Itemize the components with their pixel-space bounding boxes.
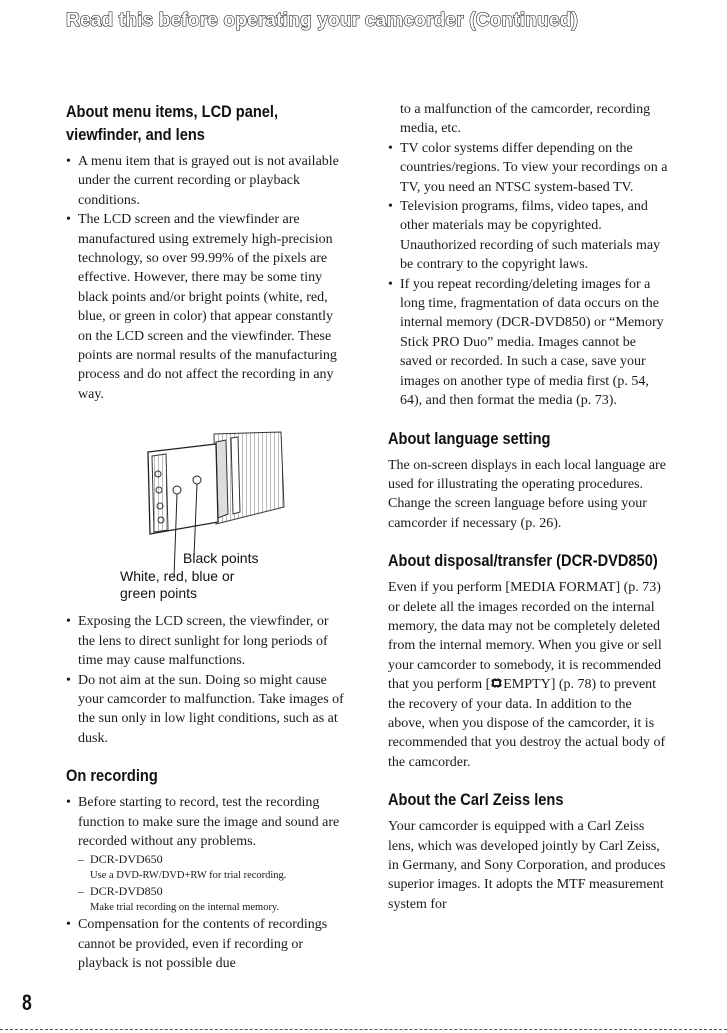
sub-item-dvd650: – DCR-DVD650 Use a DVD-RW/DVD+RW for trial recording.	[78, 851, 348, 883]
bullet-fragmentation: • If you repeat recording/deleting images for a long time, fragmentation of data occurs on the internal memory (DCR-DVD850) or “Memory Stick PRO Duo” media. Images cannot be saved or recorded. In such a case, save your images on another type of media first (p. 54, 64), and then format the media (p. 73).	[388, 275, 670, 411]
bullet-tv-color: • TV color systems differ depending on the countries/regions. To view your recordings on a TV, you need an NTSC system-based TV.	[388, 139, 670, 197]
bullet-lcd-pixels: • The LCD screen and the viewfinder are manufactured using extremely high-precision technology, so over 99.99% of the pixels are effective. However, there may be some tiny black points and/or bright points (white, red, blue, or green in color) that appear constantly on the LCD screen and the viewfinder. These points are normal results of the manufacturing process and do not affect the recording in any way.	[66, 210, 348, 404]
section-title-menu-lcd: About menu items, LCD panel, viewfinder, and lens	[66, 102, 279, 144]
model-sublist	[78, 851, 348, 915]
section-title-recording: On recording	[66, 766, 158, 786]
disposal-paragraph	[388, 578, 670, 772]
left-column	[66, 100, 348, 974]
zeiss-paragraph: Your camcorder is equipped with a Carl Zeiss lens, which was developed jointly by Carl Zeiss, in Germany, and Sony Corporation, and produces superior images. It adopts the MTF measurement system for	[388, 819, 666, 912]
bullet-test-recording	[66, 793, 348, 915]
model-label-dvd650: DCR-DVD650	[90, 852, 163, 867]
illustration-label-color-points: White, red, blue or	[120, 568, 235, 585]
bullet-test-recording-text: Before starting to record, test the recording function to make sure the image and sound are recorded without any problems.	[78, 795, 340, 849]
section-title-disposal: About disposal/transfer (DCR-DVD850)	[388, 551, 658, 571]
lcd-points-illustration	[66, 412, 348, 612]
bottom-divider	[0, 1029, 727, 1031]
model-label-dvd850: DCR-DVD850	[90, 884, 163, 899]
bullet-aim-sun: • Do not aim at the sun. Doing so might cause your camcorder to malfunction. Take images of the sun only in low light conditions, such as at dusk.	[66, 671, 348, 749]
disposal-text-a: Even if you perform [MEDIA FORMAT] (p. 73) or delete all the images recorded on the internal memory, the data may not be completely deleted from the internal memory. When you give or sell your camcorder to somebody, it is recommended that you perform [	[388, 580, 662, 693]
bullet-grayed-out: • A menu item that is grayed out is not available under the current recording or playback conditions.	[66, 152, 348, 210]
illustration-label-color-points-2: green points	[120, 585, 198, 602]
page-header-title: Read this before operating your camcorder (Continued)	[66, 10, 579, 31]
right-column	[388, 100, 670, 914]
continued-text: to a malfunction of the camcorder, recording media, etc.	[400, 102, 651, 137]
internal-memory-icon	[490, 677, 503, 689]
bullet-list-recording-cont	[388, 139, 670, 411]
model-note-dvd650: Use a DVD-RW/DVD+RW for trial recording.	[90, 870, 287, 882]
section-title-language: About language setting	[388, 428, 551, 448]
bullet-compensation: • Compensation for the contents of recordings cannot be provided, even if recording or playback is not possible due	[66, 915, 348, 973]
sub-item-dvd850: – DCR-DVD850 Make trial recording on the internal memory.	[78, 883, 348, 915]
language-paragraph: The on-screen displays in each local language are used for illustrating the operating procedures. Change the screen language before using your camcorder if necessary (p. 26).	[388, 457, 666, 531]
bullet-direct-sunlight: • Exposing the LCD screen, the viewfinder, or the lens to direct sunlight for long periods of time may cause malfunctions.	[66, 612, 348, 670]
illustration-label-black-points: Black points	[183, 550, 259, 567]
page-number: 8	[22, 990, 32, 1015]
bullet-list-recording	[66, 793, 348, 973]
model-note-dvd850: Make trial recording on the internal memory.	[90, 902, 280, 914]
disposal-text-b: EMPTY] (p. 78) to prevent the recovery of your data. In addition to the above, when you dispose of the camcorder, it is recommended that you destroy the actual body of the camcorder.	[388, 677, 666, 770]
bullet-copyright: • Television programs, films, video tapes, and other materials may be copyrighted. Unauthorized recording of such materials may be contrary to the copyright laws.	[388, 197, 670, 275]
bullet-list-sunlight	[66, 612, 348, 748]
section-title-zeiss: About the Carl Zeiss lens	[388, 790, 564, 810]
bullet-list-menu-lcd	[66, 152, 348, 404]
